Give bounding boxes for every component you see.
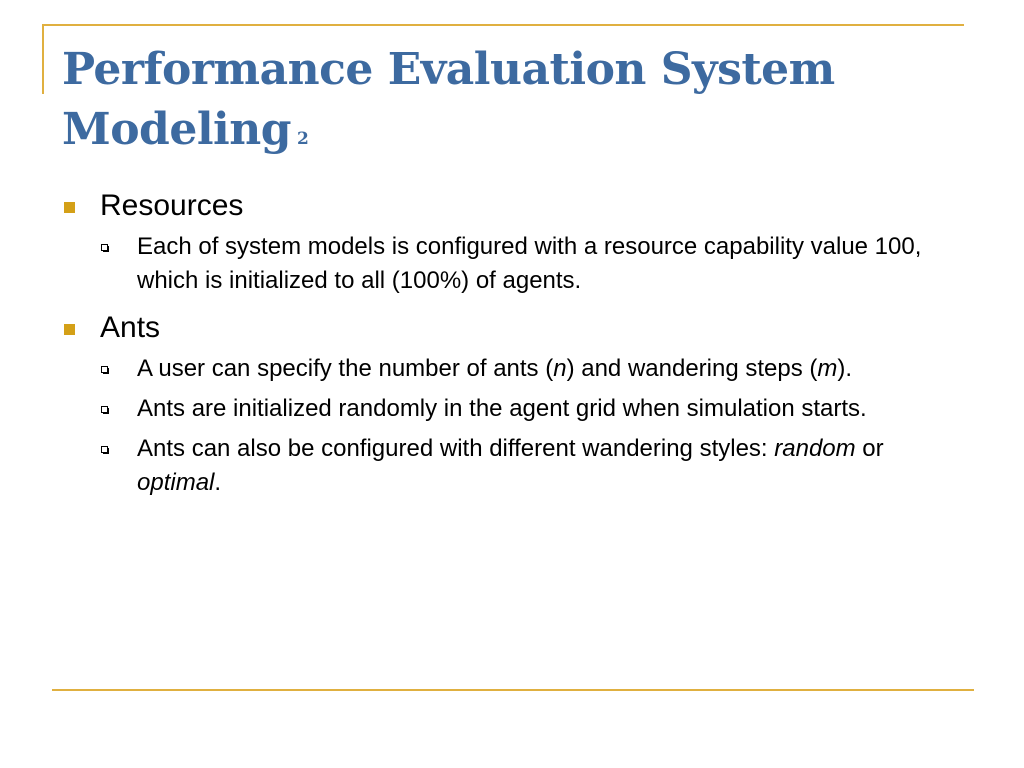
bullet-item-ants	[62, 308, 962, 348]
hollow-square-bullet-icon	[101, 244, 109, 252]
bullet-item-resources	[62, 186, 962, 226]
italic-run: n	[553, 355, 567, 382]
slide-body	[62, 186, 962, 506]
sub-bullet-text	[137, 355, 852, 382]
slide-title	[62, 40, 962, 169]
title-line-2	[62, 100, 962, 169]
text-run: or	[855, 435, 884, 462]
bullet-heading: Ants	[100, 311, 161, 344]
frame-bottom-rule	[52, 689, 974, 691]
title-suffix: 2	[297, 129, 309, 149]
square-bullet-icon	[64, 324, 75, 335]
sub-bullet-item	[62, 432, 962, 500]
hollow-square-bullet-icon	[101, 366, 109, 374]
bullet-heading: Resources	[100, 189, 244, 222]
hollow-square-bullet-icon	[101, 446, 109, 454]
title-line-1: Performance Evaluation System	[62, 44, 835, 95]
hollow-square-bullet-icon	[101, 406, 109, 414]
text-run: Ants can also be configured with different wandering styles:	[137, 435, 775, 462]
italic-run: m	[817, 355, 838, 382]
sub-bullet-item	[62, 392, 962, 426]
title-line-2-text: Modeling	[62, 104, 291, 155]
frame-top-rule	[42, 24, 964, 26]
sub-bullet-text	[137, 435, 884, 496]
sub-bullet-item	[62, 230, 962, 298]
text-run: .	[214, 469, 222, 496]
text-run: ) and wandering steps (	[566, 355, 818, 382]
text-run: ).	[837, 355, 853, 382]
text-run: A user can specify the number of ants (	[137, 355, 554, 382]
sub-bullet-text: Ants are initialized randomly in the agent grid when simulation starts.	[137, 395, 867, 422]
sub-bullet-item	[62, 352, 962, 386]
frame-left-rule	[42, 24, 44, 94]
italic-run: optimal	[137, 469, 215, 496]
sub-bullet-text: Each of system models is configured with a resource capability value 100, which is initialized to all (100%) of agents.	[137, 233, 922, 294]
italic-run: random	[774, 435, 856, 462]
square-bullet-icon	[64, 202, 75, 213]
